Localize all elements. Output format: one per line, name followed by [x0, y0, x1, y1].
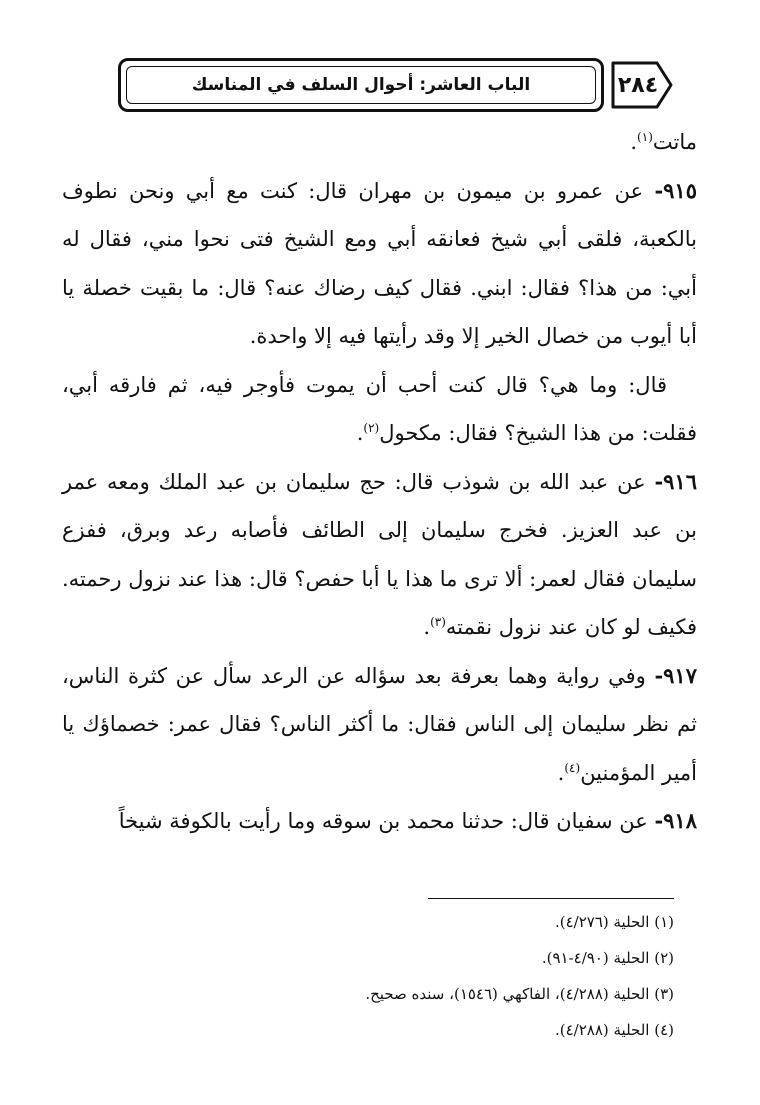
running-header	[118, 58, 673, 116]
paragraph-text: عن سفيان قال: حدثنا محمد بن سوقه وما رأيت بالكوفة شيخاً	[118, 809, 655, 833]
paragraph-end: .	[423, 615, 431, 639]
paragraph-text: وفي رواية وهما بعرفة بعد سؤاله عن الرعد سأل عن كثرة الناس، ثم نظر سليمان إلى الناس فقال: ما أكثر الناس؟ فقال عمر: خصماؤك يا أمير المؤمنين	[62, 663, 697, 785]
paragraph-text: قال: وما هي؟ قال كنت أحب أن يموت فأوجر فيه، ثم فارقه أبي، فقلت: من هذا الشيخ؟ فقال: مكحول	[62, 372, 697, 445]
page-number-badge	[611, 60, 673, 110]
footnote-item: (٤) الحلية (٤/٢٨٨).	[554, 1021, 674, 1039]
narration-918	[62, 797, 697, 846]
header-frame	[118, 58, 604, 112]
footnote-item: (١) الحلية (٤/٢٧٦).	[554, 913, 674, 931]
footnotes	[120, 904, 674, 1048]
page-number: ٢٨٤	[617, 72, 659, 98]
footnote-ref: (٤)	[564, 760, 581, 775]
narration-number: ٩١٦-	[654, 468, 697, 494]
paragraph-text: عن عبد الله بن شوذب قال: حج سليمان بن عبد الملك ومعه عمر بن عبد العزيز. فخرج سليمان إلى الطائف فأصابه رعد وبرق، ففزع سليمان فقال لعمر: ألا ترى ما هذا يا أبا حفص؟ قال: هذا عند نزول رحمته. فكيف لو كان عند نزول نقمته	[62, 469, 697, 639]
footnote-ref: (٢)	[363, 421, 380, 435]
narration-number: ٩١٥-	[654, 177, 697, 203]
paragraph-end: .	[630, 130, 638, 154]
narration-917	[62, 652, 697, 798]
footnote-item: (٢) الحلية (٤/٩٠-٩١).	[541, 949, 674, 967]
paragraph-text: ماتت	[652, 130, 697, 154]
footnote-ref: (٣)	[430, 615, 446, 629]
narration-number: ٩١٧-	[654, 662, 697, 688]
footnote-ref: (١)	[637, 130, 653, 144]
narration-915-continued	[62, 361, 697, 458]
paragraph-continuation	[62, 118, 697, 167]
page-body	[62, 118, 697, 846]
footnote-item: (٣) الحلية (٤/٢٨٨)، الفاكهي (١٥٤٦)، سنده صحيح.	[365, 985, 674, 1003]
narration-916	[62, 458, 697, 652]
paragraph-text: عن عمرو بن ميمون بن مهران قال: كنت مع أبي ونحن نطوف بالكعبة، فلقى أبي شيخ فعانقه أبي ومع الشيخ فتى نحوا مني، فقال له أبي: من هذا؟ فقال: ابني. فقال كيف رضاك عنه؟ قال: ما بقيت خصلة يا أبا أيوب من خصال الخير إلا وقد رأيتها فيه إلا واحدة.	[62, 178, 697, 348]
narration-number: ٩١٨-	[654, 808, 697, 833]
footnote-separator	[428, 898, 674, 899]
narration-915	[62, 167, 697, 361]
paragraph-end: .	[356, 421, 364, 445]
chapter-title: الباب العاشر: أحوال السلف في المناسك	[191, 75, 531, 95]
paragraph-end: .	[557, 760, 565, 785]
